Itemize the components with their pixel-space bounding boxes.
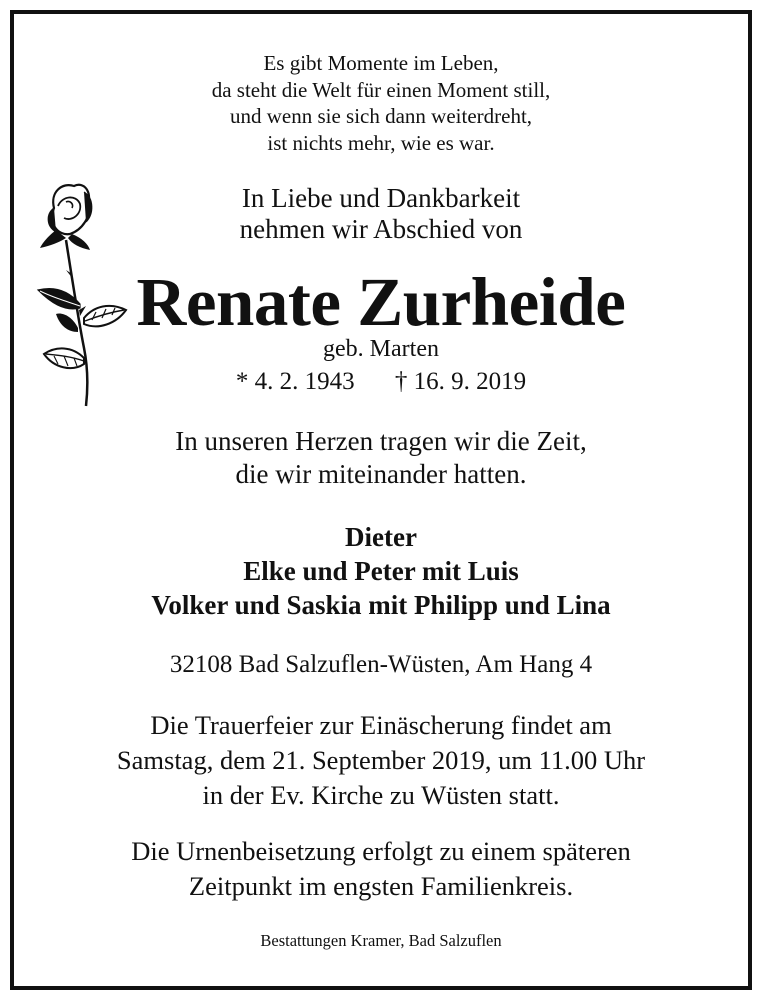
death-date: † 16. 9. 2019 xyxy=(394,368,527,395)
birth-name: geb. Marten xyxy=(323,336,439,362)
family-address: 32108 Bad Salzuflen-Wüsten, Am Hang 4 xyxy=(169,651,593,678)
mourner-line: Dieter xyxy=(345,522,417,552)
intro-line: In Liebe und Dankbarkeit xyxy=(241,183,521,213)
mourners-list xyxy=(0,520,762,622)
intro-line: nehmen wir Abschied von xyxy=(239,214,523,244)
burial-info xyxy=(0,834,762,904)
quote-line: In unseren Herzen tragen wir die Zeit, xyxy=(175,426,587,456)
mourner-line: Volker und Saskia mit Philipp und Lina xyxy=(151,590,611,620)
farewell-intro xyxy=(0,183,762,245)
ceremony-line: Samstag, dem 21. September 2019, um 11.00 Uhr xyxy=(116,745,646,775)
ceremony-line: in der Ev. Kirche zu Wüsten statt. xyxy=(202,780,560,810)
undertaker-credit: Bestattungen Kramer, Bad Salzuflen xyxy=(260,931,502,950)
memorial-quote xyxy=(0,425,762,491)
poem-line: ist nichts mehr, wie es war. xyxy=(267,130,495,155)
birth-date: * 4. 2. 1943 xyxy=(235,368,355,395)
burial-line: Die Urnenbeisetzung erfolgt zu einem späteren xyxy=(131,836,631,866)
opening-poem xyxy=(0,50,762,156)
ceremony-info xyxy=(0,708,762,813)
ceremony-line: Die Trauerfeier zur Einäscherung findet am xyxy=(150,710,612,740)
mourner-line: Elke und Peter mit Luis xyxy=(243,556,519,586)
life-dates xyxy=(0,367,762,397)
quote-line: die wir miteinander hatten. xyxy=(235,459,527,489)
poem-line: Es gibt Momente im Leben, xyxy=(263,51,499,75)
deceased-name: Renate Zurheide xyxy=(136,264,626,340)
poem-line: und wenn sie sich dann weiterdreht, xyxy=(229,104,533,128)
burial-line: Zeitpunkt im engsten Familienkreis. xyxy=(188,871,574,901)
poem-line: da steht die Welt für einen Moment still, xyxy=(211,77,551,102)
